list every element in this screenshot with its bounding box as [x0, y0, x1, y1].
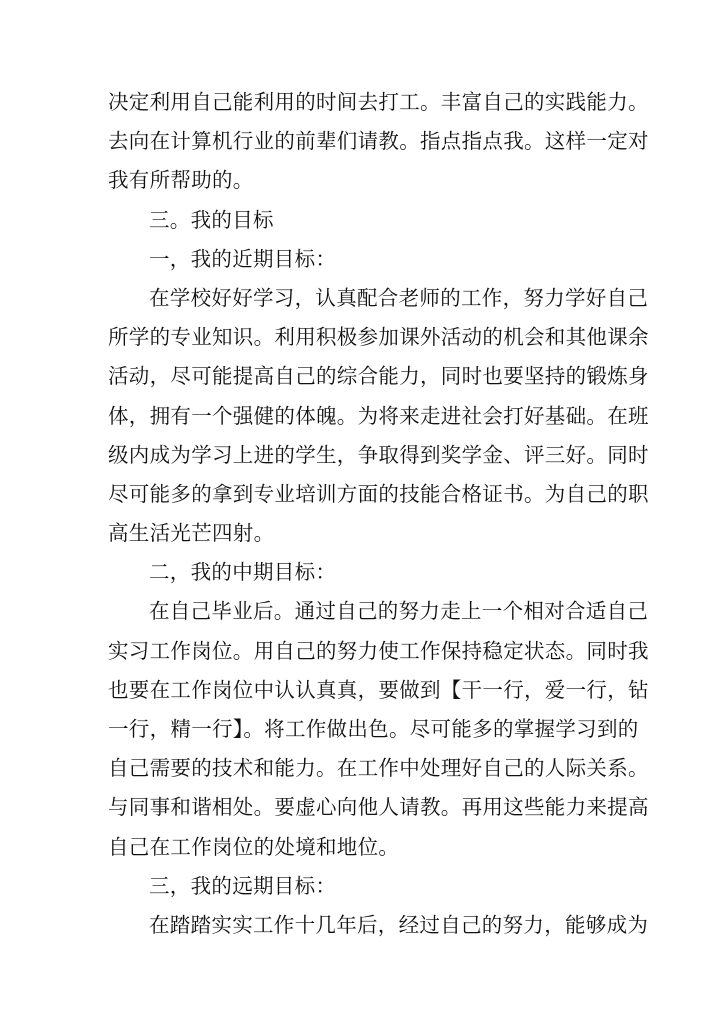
- text-line: 高生活光芒四射。: [108, 521, 275, 546]
- text-line: 与同事和谐相处。要虚心向他人请教。再用这些能力来提高: [108, 795, 649, 820]
- text-line: 我有所帮助的。: [108, 168, 254, 193]
- text-line: 在踏踏实实工作十几年后，经过自己的努力，能够成为: [149, 912, 649, 937]
- section-heading: 三。我的目标: [149, 207, 274, 232]
- text-line: 自己需要的技术和能力。在工作中处理好自己的人际关系。: [108, 756, 649, 781]
- text-line: 自己在工作岗位的处境和地位。: [108, 834, 400, 859]
- document-body: [108, 83, 649, 945]
- text-line: 在自己毕业后。通过自己的努力走上一个相对合适自己: [149, 599, 649, 624]
- text-line: 实习工作岗位。用自己的努力使工作保持稳定状态。同时我: [108, 638, 649, 663]
- text-line: 在学校好好学习，认真配合老师的工作，努力学好自己: [149, 285, 649, 310]
- subsection-heading: 一，我的近期目标：: [149, 246, 337, 271]
- text-line: 尽可能多的拿到专业培训方面的技能合格证书。为自己的职: [108, 481, 649, 506]
- subsection-heading: 三，我的远期目标：: [149, 873, 337, 898]
- text-line: 所学的专业知识。利用积极参加课外活动的机会和其他课余: [108, 325, 649, 350]
- subsection-heading: 二，我的中期目标：: [149, 560, 337, 585]
- text-line: 也要在工作岗位中认认真真，要做到【干一行，爱一行，钻: [108, 677, 649, 702]
- text-line: 体，拥有一个强健的体魄。为将来走进社会打好基础。在班: [108, 403, 649, 428]
- text-line: 决定利用自己能利用的时间去打工。丰富自己的实践能力。: [108, 90, 649, 114]
- text-line: 级内成为学习上进的学生，争取得到奖学金、评三好。同时: [108, 442, 649, 467]
- text-line: 一行，精一行】。将工作做出色。尽可能多的掌握学习到的: [108, 717, 639, 741]
- text-line: 去向在计算机行业的前辈们请教。指点指点我。这样一定对: [108, 129, 649, 154]
- text-line: 活动，尽可能提高自己的综合能力，同时也要坚持的锻炼身: [108, 364, 649, 389]
